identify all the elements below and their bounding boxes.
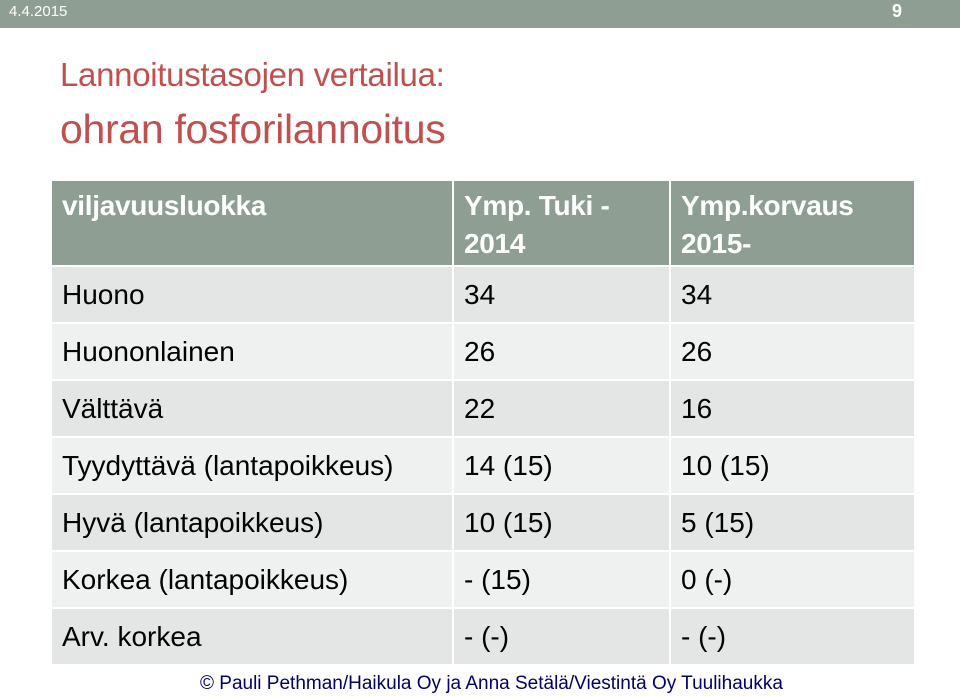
- table-row: [51, 266, 915, 323]
- table-cell: Arv. korkea: [51, 608, 453, 665]
- table-cell: - (-): [670, 608, 915, 665]
- table-cell: 34: [453, 266, 670, 323]
- table-cell: 10 (15): [453, 494, 670, 551]
- top-bar: [0, 0, 960, 28]
- page-number: 9: [891, 1, 902, 21]
- footer-credit: © Pauli Pethman/Haikula Oy ja Anna Setälä/Viestintä Oy Tuulihaukka: [200, 673, 783, 694]
- table-cell: Välttävä: [51, 380, 453, 437]
- table-cell: Tyydyttävä (lantapoikkeus): [51, 437, 453, 494]
- table-row: [51, 608, 915, 665]
- column-header-class: viljavuusluokka: [51, 180, 453, 266]
- slide-title-line1: Lannoitustasojen vertailua:: [60, 56, 445, 93]
- table-cell: 22: [453, 380, 670, 437]
- table-cell: - (-): [453, 608, 670, 665]
- slide-title-line2: ohran fosforilannoitus: [60, 106, 446, 152]
- table-cell: 34: [670, 266, 915, 323]
- table-cell: 26: [670, 323, 915, 380]
- table-row: [51, 323, 915, 380]
- table-cell: 10 (15): [670, 437, 915, 494]
- slide-date: 4.4.2015: [9, 3, 68, 20]
- table-row: [51, 380, 915, 437]
- table-cell: 26: [453, 323, 670, 380]
- table-cell: Korkea (lantapoikkeus): [51, 551, 453, 608]
- table-row: [51, 437, 915, 494]
- column-header-2014: Ymp. Tuki - 2014: [453, 180, 670, 266]
- table-cell: - (15): [453, 551, 670, 608]
- table-cell: Huononlainen: [51, 323, 453, 380]
- table-cell: 5 (15): [670, 494, 915, 551]
- table-cell: Hyvä (lantapoikkeus): [51, 494, 453, 551]
- table-header-row: [51, 180, 915, 266]
- table-cell: 0 (-): [670, 551, 915, 608]
- table-cell: 16: [670, 380, 915, 437]
- table-row: [51, 551, 915, 608]
- table-cell: 14 (15): [453, 437, 670, 494]
- column-header-2015: Ymp.korvaus 2015-: [670, 180, 915, 266]
- table-row: [51, 494, 915, 551]
- comparison-table: [50, 179, 916, 666]
- table-cell: Huono: [51, 266, 453, 323]
